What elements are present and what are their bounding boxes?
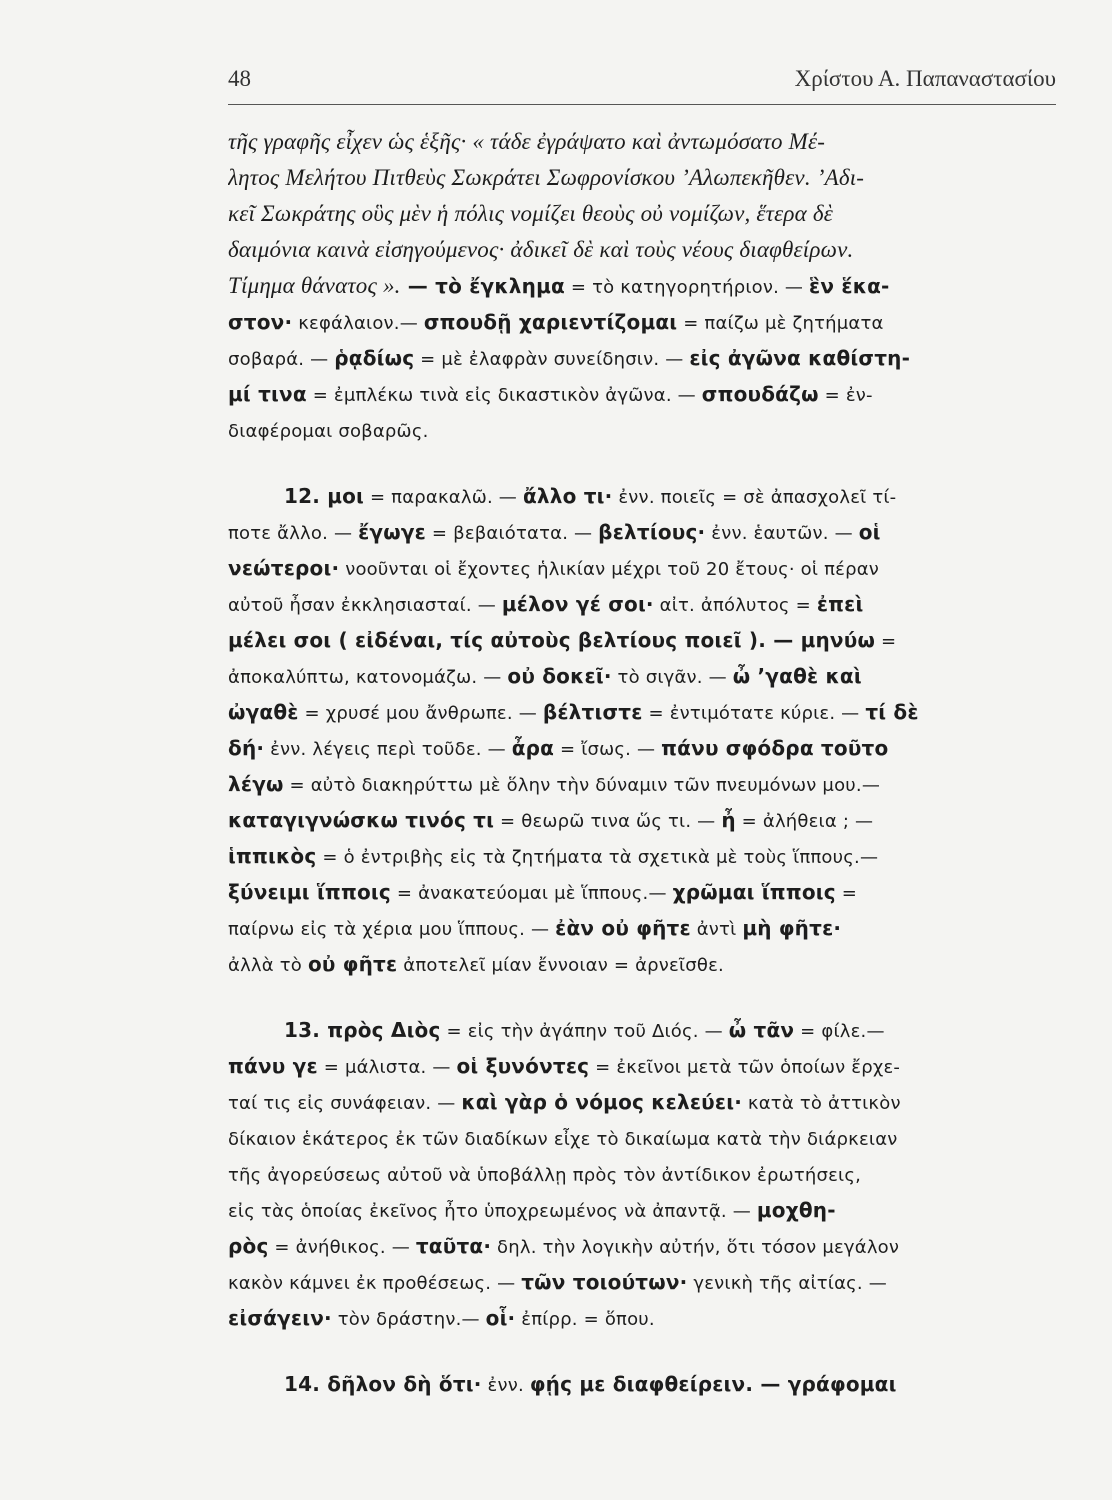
lemma-text: ὠγαθὲ [228,700,299,724]
page-header [228,66,1056,92]
gloss-text: νοοῦνται οἱ ἔχοντες ἡλικίαν μέχρι τοῦ 20 ἔτους· οἱ πέραν [339,559,880,580]
gloss-text: δηλ. τὴν λογικὴν αὐτήν, ὅτι τόσον μεγάλον [491,1237,900,1258]
text-line [228,1120,1056,1156]
lemma-text: μέλει σοι ( εἰδέναι, τίς αὐτοὺς βελτίους ποιεῖ ). — μηνύω [228,628,876,652]
lemma-text: βελτίους· [598,520,706,544]
header-rule [228,104,1056,105]
gloss-text: = αὐτὸ διακηρύττω μὲ ὅλην τὴν δύναμιν τῶν πνευμόνων μου.— [283,775,881,796]
text-line [228,478,1056,514]
gloss-text: ἐπίρρ. = ὅπου. [515,1309,655,1330]
gloss-text: κεφάλαιον.— [292,313,424,334]
lemma-text: οὐ δοκεῖ· [507,664,612,688]
gloss-text: = ἐκεῖνοι μετὰ τῶν ὁποίων ἔρχε- [589,1057,901,1078]
text-line [228,874,1056,910]
lemma-text: ἓν ἕκα- [809,274,890,298]
page-number: 48 [228,66,251,91]
gloss-text: αὐτοῦ ἦσαν ἐκκλησιασταί. — [228,595,502,616]
text-line [228,1192,1056,1228]
gloss-text: = ἴσως. — [554,739,662,760]
lemma-text: — τὸ ἔγκλημα [400,274,565,298]
text-line [228,838,1056,874]
lemma-text: ἱππικὸς [228,844,317,868]
gloss-text: = μὲ ἐλαφρὰν συνείδησιν. — [414,349,690,370]
text-line [228,622,1056,658]
lemma-text: βέλτιστε [542,700,643,724]
lemma-text: ξύνειμι ἵπποις [228,880,391,904]
lemma-text: ἐπεὶ [816,592,864,616]
gloss-text: = εἰς τὴν ἀγάπην τοῦ Διός. — [440,1021,729,1042]
gloss-text: = ἀλήθεια ; — [735,811,874,832]
text-line [228,1228,1056,1264]
gloss-text: = χρυσέ μου ἄνθρωπε. — [298,703,543,724]
gloss-text: ἀποτελεῖ μίαν ἔννοιαν = ἀρνεῖσθε. [397,955,724,976]
gloss-text: τὸν δράστην.— [331,1309,486,1330]
text-line [228,1300,1056,1336]
gloss-text: τὸ σιγᾶν. — [611,667,733,688]
commentary-text [228,124,1056,1402]
lemma-text: ῥᾳδίως [334,346,415,370]
quoted-text: λητος Μελήτου Πιτθεὺς Σωκράτει Σωφρονίσκου ’Αλωπεκῆθεν. ’Αδι- [228,165,865,190]
lemma-text: ἐὰν οὐ φῆτε [555,916,691,940]
lemma-text: καταγιγνώσκω τινός τι [228,808,495,832]
lemma-text: 14. δῆλον δὴ ὅτι· [284,1372,482,1396]
gloss-text: = παρακαλῶ. — [364,487,523,508]
text-line [228,514,1056,550]
lemma-text: ταῦτα· [415,1234,492,1258]
gloss-text: = θεωρῶ τινα ὥς τι. — [494,811,722,832]
lemma-text: μέλον γέ σοι· [501,592,654,616]
gloss-text: ἐνν. ποιεῖς = σὲ ἀπασχολεῖ τί- [612,487,897,508]
lemma-text: ρὸς [228,1234,269,1258]
gloss-text: τῆς ἀγορεύσεως αὐτοῦ νὰ ὑποβάλλῃ πρὸς τὸν ἀντίδικον ἐρωτήσεις, [228,1165,862,1186]
lemma-text: ἦ [721,808,736,832]
text-line [228,802,1056,838]
text-line [228,196,1056,232]
lemma-text: φῄς με διαφθείρειν. — γράφομαι [529,1372,897,1396]
gloss-text: = [875,631,897,652]
text-line [228,910,1056,946]
paragraph-gap [228,1336,1056,1366]
gloss-text: εἰς τὰς ὁποίας ἐκεῖνος ἦτο ὑποχρεωμένος νὰ ἀπαντᾷ. — [228,1201,757,1222]
text-line [228,766,1056,802]
quoted-text: κεῖ Σωκράτης οὓς μὲν ἡ πόλις νομίζει θεοὺς οὐ νομίζων, ἕτερα δὲ [228,201,833,226]
gloss-text: = ἐμπλέκω τινὰ εἰς δικαστικὸν ἀγῶνα. — [306,385,702,406]
text-line [228,1156,1056,1192]
gloss-text: ἀλλὰ τὸ [228,955,308,976]
text-line [228,376,1056,412]
gloss-text: παίρνω εἰς τὰ χέρια μου ἵππους. — [228,919,556,940]
lemma-text: σπουδάζω [701,382,819,406]
lemma-text: οἷ· [485,1306,516,1330]
gloss-text: κακὸν κάμνει ἐκ προθέσεως. — [228,1273,522,1294]
text-line [228,340,1056,376]
gloss-text: = ἐν- [818,385,873,406]
lemma-text: πάνυ σφόδρα τοῦτο [661,736,889,760]
lemma-text: ἄλλο τι· [522,484,613,508]
lemma-text: τί δὲ [865,700,919,724]
lemma-text: σπουδῇ χαριεντίζομαι [423,310,678,334]
lemma-text: οὐ φῆτε [307,952,398,976]
text-line [228,1012,1056,1048]
lemma-text: μί τινα [228,382,307,406]
text-line [228,658,1056,694]
gloss-text: ἐνν. λέγεις περὶ τοῦδε. — [264,739,512,760]
lemma-text: εἰς ἀγῶνα καθίστη- [689,346,911,370]
gloss-text: ταί τις εἰς συνάφειαν. — [228,1093,462,1114]
gloss-text: = ὁ ἐντριβὴς εἰς τὰ ζητήματα τὰ σχετικὰ μὲ τοὺς ἵππους.— [316,847,879,868]
lemma-text: εἰσάγειν· [228,1306,332,1330]
text-line [228,412,1056,448]
paragraph-gap [228,448,1056,478]
lemma-text: νεώτεροι· [228,556,340,580]
quoted-text: τῆς γραφῆς εἶχεν ὡς ἑξῆς· « τάδε ἐγράψατο καὶ ἀντωμόσατο Μέ- [228,129,826,154]
lemma-text: δή· [228,736,265,760]
gloss-text: = μάλιστα. — [317,1057,457,1078]
text-line [228,232,1056,268]
gloss-text: γενικὴ τῆς αἰτίας. — [687,1273,887,1294]
gloss-text: = τὸ κατηγορητήριον. — [564,277,810,298]
text-line [228,268,1056,304]
lemma-text: καὶ γὰρ ὁ νόμος κελεύει· [461,1090,743,1114]
gloss-text: ἀποκαλύπτω, κατονομάζω. — [228,667,508,688]
lemma-text: ἔγωγε [358,520,426,544]
lemma-text: πάνυ γε [228,1054,318,1078]
gloss-text: = φίλε.— [794,1021,885,1042]
lemma-text: οἱ [858,520,881,544]
lemma-text: λέγω [228,772,284,796]
gloss-text: κατὰ τὸ ἀττικὸν [742,1093,901,1114]
gloss-text: ἐνν. [481,1375,530,1396]
text-line [228,1264,1056,1300]
lemma-text: ὦ τᾶν [728,1018,795,1042]
text-line [228,694,1056,730]
lemma-text: τῶν τοιούτων· [521,1270,688,1294]
paragraph-gap [228,982,1056,1012]
gloss-text: = ἀνήθικος. — [268,1237,416,1258]
gloss-text: ἀντὶ [690,919,743,940]
text-line [228,550,1056,586]
text-line [228,124,1056,160]
running-title: Χρίστου Α. Παπαναστασίου [794,66,1056,91]
gloss-text: σοβαρά. — [228,349,335,370]
gloss-text: = ἀνακατεύομαι μὲ ἵππους.— [390,883,673,904]
lemma-text: ὦ ’γαθὲ καὶ [732,664,862,688]
gloss-text: = ἐντιμότατε κύριε. — [642,703,866,724]
text-line [228,586,1056,622]
lemma-text: στον· [228,310,293,334]
text-line [228,1366,1056,1402]
lemma-text: χρῶμαι ἵπποις [672,880,836,904]
quoted-text: Τίμημα θάνατος ». [228,273,401,298]
text-line [228,160,1056,196]
text-line [228,946,1056,982]
gloss-text: ἐνν. ἑαυτῶν. — [705,523,859,544]
lemma-text: οἱ ξυνόντες [456,1054,590,1078]
gloss-text: = βεβαιότατα. — [426,523,599,544]
gloss-text: = παίζω μὲ ζητήματα [677,313,884,334]
lemma-text: μὴ φῆτε· [742,916,842,940]
text-line [228,730,1056,766]
lemma-text: 12. μοι [284,484,365,508]
gloss-text: = [835,883,858,904]
gloss-text: διαφέρομαι σοβαρῶς. [228,421,429,442]
gloss-text: αἰτ. ἀπόλυτος = [653,595,817,616]
gloss-text: δίκαιον ἑκάτερος ἐκ τῶν διαδίκων εἶχε τὸ δικαίωμα κατὰ τὴν διάρκειαν [228,1129,898,1150]
text-line [228,1084,1056,1120]
lemma-text: μοχθη- [756,1198,836,1222]
text-line [228,1048,1056,1084]
text-line [228,304,1056,340]
gloss-text: ποτε ἄλλο. — [228,523,359,544]
quoted-text: δαιμόνια καινὰ εἰσηγούμενος· ἀδικεῖ δὲ καὶ τοὺς νέους διαφθείρων. [228,237,854,262]
lemma-text: ἆρα [511,736,555,760]
lemma-text: 13. πρὸς Διὸς [284,1018,441,1042]
